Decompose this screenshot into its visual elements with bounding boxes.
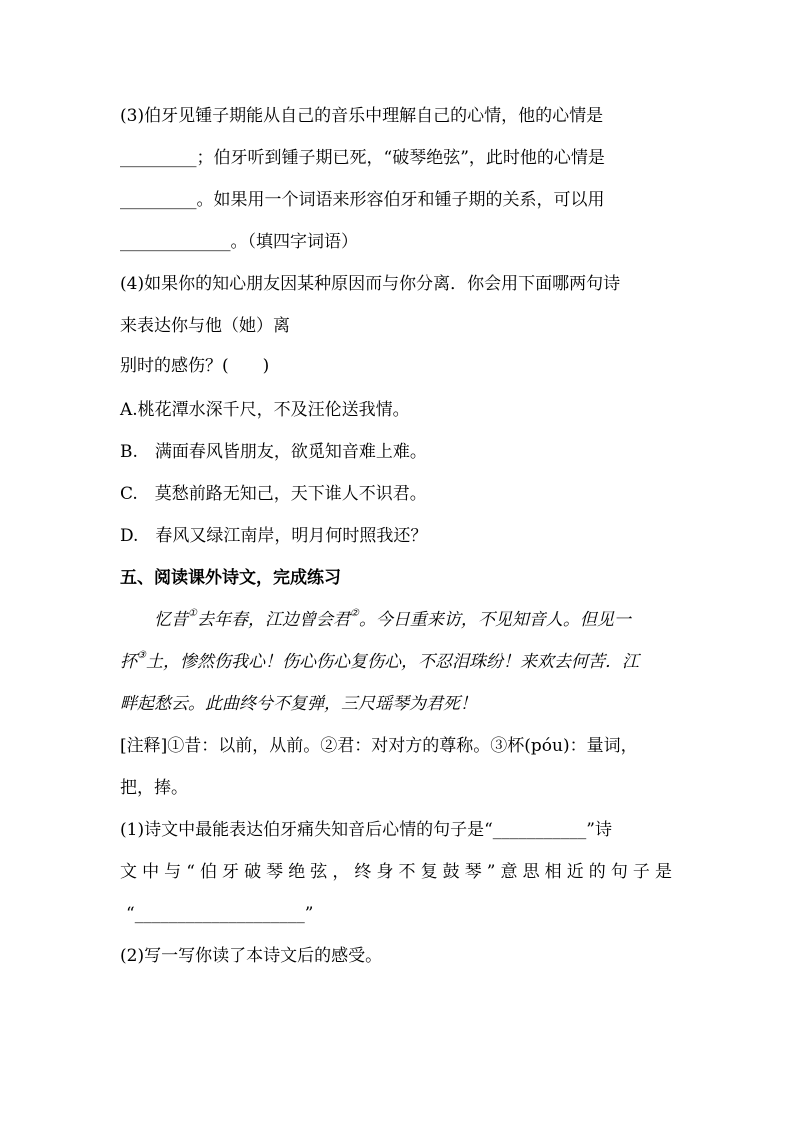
poem-line-3: 畔起愁云。此曲终兮不复弹，三尺瑶琴为君死！ bbox=[120, 694, 477, 714]
sub1-line-2-char: 的 bbox=[588, 862, 606, 882]
sub1-line-2-char: 破 bbox=[244, 862, 262, 882]
sub1-line-2-char: ” bbox=[486, 862, 496, 882]
annotation-line-1: [注释]①昔：以前，从前。②君：对对方的尊称。③杯(póu)：量词， bbox=[120, 736, 638, 756]
q4-line-3: 别时的感伤？( ) bbox=[120, 356, 270, 376]
poem-line-1 bbox=[154, 610, 631, 630]
sub1-line-2 bbox=[120, 862, 672, 882]
poem-text: 忆昔 bbox=[154, 610, 188, 630]
q3-line-3: _________。如果用一个词语来形容伯牙和锺子期的关系，可以用 bbox=[120, 190, 605, 210]
sub1-line-2-char: 弦 bbox=[310, 862, 328, 882]
sub1-line-2-char: 绝 bbox=[288, 862, 306, 882]
sub2-line: (2)写一写你读了本诗文后的感受。 bbox=[120, 946, 383, 966]
sub1-line-2-char: 复 bbox=[420, 862, 438, 882]
sub1-line-2-char: 是 bbox=[654, 862, 672, 882]
section-five-heading: 五、阅读课外诗文，完成练习 bbox=[120, 568, 341, 588]
sub1-line-2-char: “ bbox=[186, 862, 195, 882]
poem-line-2 bbox=[120, 652, 639, 672]
poem-text: 。今日重来访，不见知音人。但见一 bbox=[358, 610, 631, 630]
q4-option-a: A.桃花潭水深千尺，不及汪伦送我情。 bbox=[120, 400, 410, 420]
sub1-line-2-char: 与 bbox=[164, 862, 182, 882]
sub1-line-2-char: 伯 bbox=[199, 862, 217, 882]
sub1-line-2-char: 思 bbox=[522, 862, 540, 882]
q4-option-d: D. 春风又绿江南岸，明月何时照我还？ bbox=[120, 526, 428, 546]
poem-text: 土，惨然伤我心！伤心伤心复伤心，不忍泪珠纷！来欢去何苦．江 bbox=[145, 652, 639, 672]
poem-text: 抔 bbox=[120, 652, 137, 672]
q4-line-1: (4)如果你的知心朋友因某种原因而与你分离．你会用下面哪两句诗 bbox=[120, 274, 621, 294]
q4-option-c: C. 莫愁前路无知己，天下谁人不识君。 bbox=[120, 484, 427, 504]
sub1-line-2-char: ， bbox=[332, 862, 350, 882]
sub1-line-2-char: 牙 bbox=[222, 862, 240, 882]
sub1-line-2-char: 琴 bbox=[464, 862, 482, 882]
sub1-line-2-char: 中 bbox=[142, 862, 160, 882]
q3-line-4: _____________。（填四字词语） bbox=[120, 232, 358, 252]
sub1-line-2-char: 琴 bbox=[266, 862, 284, 882]
q4-option-b: B. 满面春风皆朋友，欲觅知音难上难。 bbox=[120, 442, 427, 462]
poem-text: 去年春，江边曾会君 bbox=[196, 610, 350, 630]
sub1-line-1: (1)诗文中最能表达伯牙痛失知音后心情的句子是“___________”诗 bbox=[120, 820, 612, 840]
sub1-line-2-char: 近 bbox=[566, 862, 584, 882]
q3-line-1: (3)伯牙见锺子期能从自己的音乐中理解自己的心情，他的心情是 bbox=[120, 106, 604, 126]
note-marker-1: ① bbox=[188, 608, 197, 620]
sub1-line-2-char: 鼓 bbox=[442, 862, 460, 882]
sub1-line-2-char: 文 bbox=[120, 862, 137, 882]
note-marker-3: ③ bbox=[137, 650, 146, 662]
annotation-line-2: 把，捧。 bbox=[120, 778, 188, 798]
sub1-line-2-char: 不 bbox=[398, 862, 416, 882]
sub1-line-2-char: 句 bbox=[610, 862, 628, 882]
sub1-line-2-char: 意 bbox=[500, 862, 518, 882]
sub1-line-2-char: 子 bbox=[632, 862, 650, 882]
sub1-line-2-char: 身 bbox=[376, 862, 394, 882]
sub1-line-3: “____________________” bbox=[126, 904, 314, 924]
note-marker-2: ② bbox=[349, 608, 359, 620]
sub1-line-2-char: 终 bbox=[354, 862, 372, 882]
q4-line-2: 来表达你与他（她）离 bbox=[120, 316, 290, 336]
q3-line-2: _________；伯牙听到锺子期已死，“破琴绝弦”，此时他的心情是 bbox=[120, 148, 605, 168]
sub1-line-2-char: 相 bbox=[544, 862, 562, 882]
